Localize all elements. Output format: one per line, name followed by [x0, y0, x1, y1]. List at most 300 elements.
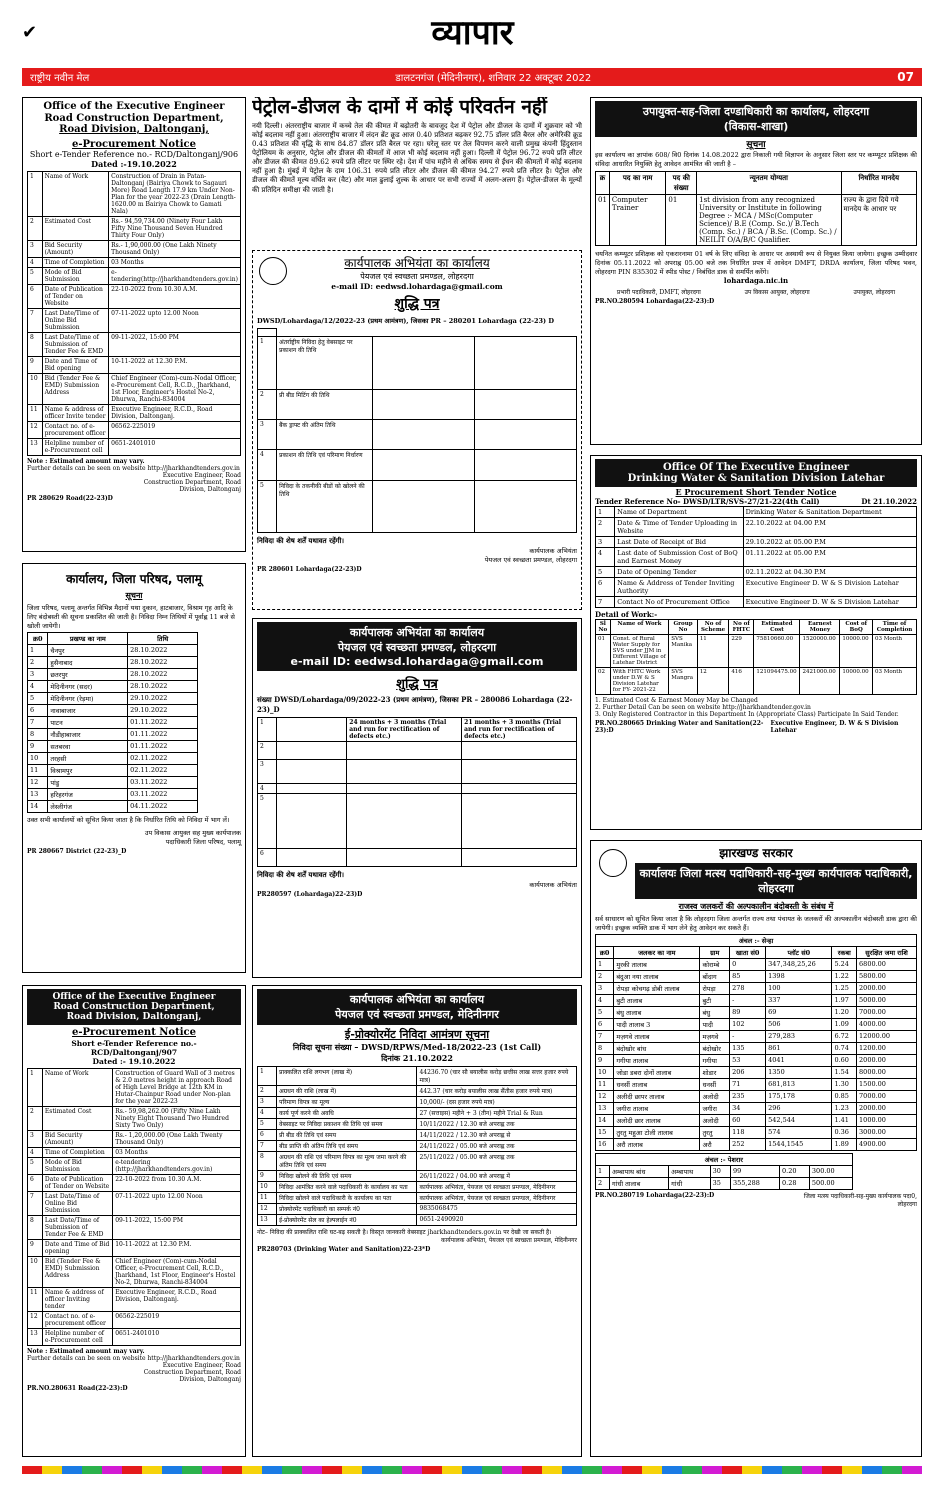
table-cell: Bid (Tender Fee & EMD) Submission Address [42, 374, 109, 405]
table-cell: 22-10-2022 from 10.30 A.M. [113, 1174, 241, 1191]
table-cell: 03 Months [113, 1147, 241, 1157]
table-cell: 6 [28, 705, 48, 717]
table-cell: 71 [730, 1079, 766, 1091]
table-cell: 8 [596, 1043, 614, 1055]
column-header: ग्राम [700, 947, 730, 959]
signer: कार्यपालक अभियंता, पेयजल एवं स्वच्छता प्रमण्डल, मेदिनीनगर [441, 1237, 577, 1244]
table-cell: 2 [28, 657, 48, 669]
table-cell: 5.24 [832, 959, 857, 971]
table-row [596, 1115, 917, 1127]
table-row [596, 635, 917, 668]
news-body: नयी दिल्ली। अंतरराष्ट्रीय बाजार में कच्चे तेल की कीमत में बढ़ोतरी के बावजूद देश में पेट्रोल और डीजल के दामों में शुक्रवार को भी कोई बदलाव नहीं हुआ। अंतरराष्ट्रीय बाजार में लंदन ब्रेंट क्रूड आज 0.40 प्रतिशत बढ़कर 92.75 डॉलर प्रति बैरल और अमेरिकी क्रूड 0.43 प्रतिशत की वृद्धि के साथ 84.87 डॉलर प्रति बैरल पर रहा। घरेलू स्तर पर तेल विपणन करने वाली प्रमुख कंपनी हिंदुस्तान पेट्रोलियम के अनुसार, पेट्रोल और डीजल की कीमतों में आज भी कोई बदलाव नहीं हुआ। दिल्ली में पेट्रोल 96.72 रुपये प्रति लीटर और डीजल की कीमत 89.62 रुपये प्रति लीटर पर स्थिर रहे। देश में पांच महीने से अधिक समय से ईंधन की कीमतों में कोई बदलाव नहीं हुआ है। मुंबई में पेट्रोल के दाम 106.31 रुपये प्रति लीटर और डीजल की कीमत 94.27 रुपये प्रति लीटर है। पेट्रोल और डीजल की कीमतें मूल्य वर्धित कर (वैट) और माल ढुलाई शुल्क के आधार पर सभी राज्यों में अलग-अलग हैं। पेट्रोल-डीजल के मूल्यों की प्रतिदिन समीक्षा की जाती है। [252, 121, 582, 194]
table-row [28, 693, 198, 705]
office-title: कार्यपालक अभियंता का कार्यालय [349, 626, 485, 639]
signer: Executive Engineer, Road Construction Department, Road Division, Daltonganj [143, 472, 241, 493]
table-cell: 3 [596, 537, 615, 548]
office-title: Office Of The Executive Engineer [662, 462, 850, 473]
table-cell: 11 [28, 765, 48, 777]
table-cell: 296 [766, 1103, 832, 1115]
table-cell: 2 [28, 217, 43, 241]
table-cell: 11 [258, 1193, 277, 1204]
table-cell: Bid (Tender Fee & EMD) Submission Address [42, 1256, 112, 1287]
table-cell: 44236.70 (चार सौ बयालीस करोड़ छत्तीस लाख सत्तर हजार रुपये मात्र) [417, 1067, 577, 1086]
table-cell: 9 [258, 1171, 277, 1182]
detail-heading: Detail of Work:- [595, 610, 658, 619]
table-cell: 1 [596, 507, 615, 518]
table-cell [474, 450, 576, 480]
notice-subject: राजस्व जलकरों की अल्पकालीन बंदोबस्ती के संबंध में [678, 901, 834, 911]
table-row [596, 971, 917, 983]
table-cell: 9835068475 [417, 1204, 577, 1215]
table-cell: 355,288 [731, 1178, 780, 1190]
table-cell: 26/11/2022 / 04.00 बजे अपराह्न में [417, 1171, 577, 1182]
table-cell: 2 [596, 518, 615, 537]
table-cell: Estimated Cost [42, 217, 109, 241]
table-cell: Date & Time of Tender Uploading in Website [615, 518, 743, 537]
table-cell: Name & Address of Tender Inviting Authority [615, 578, 743, 597]
table-cell: शोडार [700, 1067, 730, 1079]
column-header: प्रखण्ड का नाम [48, 633, 128, 645]
table-cell: 02.11.2022 [128, 753, 198, 765]
table-cell: 3 [258, 419, 277, 449]
table-cell: 0651-2401010 [113, 1328, 241, 1345]
table-cell: 4 [258, 1108, 277, 1119]
column-header: निर्धारित मानदेय [841, 172, 916, 195]
table-cell: 2 [596, 971, 614, 983]
table-cell: 34 [730, 1103, 766, 1115]
table-row [28, 374, 241, 405]
table-cell: With FHTC Work under D.W & S Division Latehar for FY- 2021-22 [610, 668, 668, 695]
table-cell [474, 419, 576, 449]
table-row [596, 1139, 917, 1151]
table-cell: रोपड़ा [700, 983, 730, 995]
table-cell: 7 [596, 1031, 614, 1043]
table-cell: 60 [730, 1115, 766, 1127]
column-header: पद की संख्या [666, 172, 697, 195]
website: lohardaga.nic.in [723, 276, 789, 285]
table-cell: 4900.00 [857, 1139, 917, 1151]
note: Note : Estimated amount may vary. [27, 458, 145, 465]
signer: Executive Engineer, Road Construction Department, Road Division, Daltonganj [143, 1361, 241, 1383]
table-cell: 4 [596, 995, 614, 1007]
table-row [28, 422, 241, 439]
table-cell: Last Date/Time of Online Bid Submission [42, 1191, 112, 1215]
table-cell: 10 [28, 1256, 43, 1287]
table-cell: 27 (सत्ताइस) महीने + 3 (तीन) महीने Trial & Run [417, 1108, 577, 1119]
table-cell: बंदोखोर बांध [614, 1043, 700, 1055]
table-cell [474, 480, 576, 532]
table-cell: तरहसी [48, 753, 128, 765]
notice-date: दिनांक 21.10.2022 [381, 1053, 453, 1063]
vacancy-table [595, 171, 917, 246]
table-cell: 5800.00 [857, 971, 917, 983]
table-cell: 135 [730, 1043, 766, 1055]
column-header: Earnest Money [800, 620, 840, 635]
table-row [258, 419, 577, 449]
division-title: Road Division, Daltonganj, [66, 1012, 202, 1022]
table-cell: 01 [666, 195, 697, 246]
table-row [28, 285, 241, 309]
table-cell: 10 [28, 753, 48, 765]
table-cell: बंधु तालाब [614, 1007, 700, 1019]
table-cell: कार्यपालक अभियंता, पेयजल एवं स्वच्छता प्रमण्डल, मेदिनीनगर [417, 1182, 577, 1193]
notice-intro: जिला परिषद, पलामू अन्तर्गत विभिन्न मैदानों यथा दुकान, हाटबाजार, विश्राम गृह आदि के लिए बंदोबस्ती की सूचना प्रकाशित की जाती है। निविदा निम्न तिथियों में पूर्वाह्न 11 बजे से खोली जायेगी। [27, 604, 235, 630]
pr-number: PR.NO.280631 Road(22-23):D [27, 1384, 128, 1392]
table-cell: 01.11.2022 at 05.00 P.M [743, 548, 916, 567]
branch-title: (विकास-शाखा) [723, 120, 789, 133]
table-cell: 14 [28, 801, 48, 813]
column-header: पद का नाम [609, 172, 665, 195]
table-cell: 29.10.2022 [128, 705, 198, 717]
table-row [28, 1174, 241, 1191]
office-title: Office of the Executive Engineer [43, 101, 225, 112]
table-row [258, 329, 577, 337]
table-row [28, 1068, 241, 1106]
table-cell: Mode of Bid Submission [42, 1157, 112, 1174]
tender-date: Dt 21.10.2022 [861, 497, 917, 506]
table-cell: 8 [258, 1152, 277, 1171]
table-cell: 29.10.2022 at 05.00 P.M [743, 537, 916, 548]
table-cell: बैंक ड्राफ्ट की अंतिम तिथि [277, 419, 373, 449]
table-cell: - [730, 1031, 766, 1043]
table-cell: 0.36 [832, 1127, 857, 1139]
column-header: खाता सं0 [730, 947, 766, 959]
table-row [258, 1171, 577, 1182]
table-cell: बीड प्राप्ति की अंतिम तिथि एवं समय [277, 1141, 417, 1152]
table-cell: 4 [28, 1147, 43, 1157]
signer-office: पेयजल एवं स्वच्छता प्रमण्डल, लोहरदगा [484, 556, 577, 564]
table-row [596, 1166, 853, 1178]
table-cell: 10 [28, 374, 43, 405]
department-title: Road Construction Department, [53, 1002, 215, 1012]
department-title: पेयजल एवं स्वच्छता प्रमण्डल, लोहरदगा [337, 641, 497, 654]
tender-table [27, 1068, 241, 1346]
table-cell: 2000.00 [857, 1103, 917, 1115]
table-cell: 3000.00 [857, 1127, 917, 1139]
table-cell: 4 [258, 450, 277, 480]
table-row [28, 1157, 241, 1174]
table-cell: निविदा खोलने की तिथि एवं समय [277, 1171, 417, 1182]
notice-header [27, 989, 241, 1025]
corrigendum-title: शुद्धि पत्र [394, 296, 440, 312]
table-cell: 5 [28, 1157, 43, 1174]
table-cell: 28.10.2022 [128, 657, 198, 669]
table-cell: 13 [28, 789, 48, 801]
table-cell: 4 [596, 548, 615, 567]
table-cell: 02 [596, 668, 611, 695]
table-row [596, 1127, 917, 1139]
notice-title: e-Procurement Notice [72, 1027, 196, 1038]
table-cell: 29.10.2022 [128, 693, 198, 705]
notice-header [257, 622, 577, 671]
tender-table [27, 171, 241, 456]
department-title: पेयजल एवं स्वच्छता प्रमण्डल, मेदिनीनगर [335, 1008, 499, 1021]
table-cell: हुसैनाबाद [48, 657, 128, 669]
notice-title: E Procurement Short Tender Notice [675, 487, 837, 497]
work-detail-table [595, 619, 917, 695]
table-cell: राज्य के द्वारा दिये गये मानदेय के आधार पर [841, 195, 916, 246]
table-cell: तुरतु [700, 1127, 730, 1139]
table-cell: गगीया तालाब [614, 1055, 700, 1067]
table-cell: विश्रामपुर [48, 765, 128, 777]
table-cell: बुटी [700, 995, 730, 1007]
table-cell: SVS Mangra [669, 668, 698, 695]
revised-period: 21 months + 3 months (Trial and run for rectification of defects etc.) [462, 718, 577, 742]
corrigendum-table: 1 24 months + 3 months (Trial and run for rectification of defects etc.) 21 months + 3 months (Trial and run for rectification of defects etc.) 2 3 4 5 6 [257, 717, 577, 867]
table-cell: 9 [28, 741, 48, 753]
table-cell: रोपड़ा कोचगढ़ डोबी तालाब [614, 983, 700, 995]
table-cell: 1.54 [832, 1067, 857, 1079]
table-cell: 13 [28, 439, 43, 456]
table-cell: जगीरा [700, 1103, 730, 1115]
table-row [596, 983, 917, 995]
table-row [258, 1193, 577, 1204]
table-cell: 542,544 [766, 1115, 832, 1127]
table-cell: प्री बीड की तिथि एवं समय [277, 1130, 417, 1141]
table-cell: 2421000.00 [800, 668, 840, 695]
table-row [28, 333, 241, 357]
table-cell: प्राक्कलित राशि लगभग (लाख में) [277, 1067, 417, 1086]
table-cell: बुटी तालाब [614, 995, 700, 1007]
table-cell: 4 [28, 681, 48, 693]
signer: कार्यपालक अभियंता [529, 547, 577, 555]
table-cell: नावाबाजार [48, 705, 128, 717]
table-row [258, 1182, 577, 1193]
table-cell: 0.85 [832, 1091, 857, 1103]
table-row [258, 1141, 577, 1152]
table-cell: गांधी तालाब [610, 1178, 669, 1190]
medininagar-e-procurement-notice [252, 985, 582, 1457]
table-cell: 6 [28, 1174, 43, 1191]
table-row [258, 1119, 577, 1130]
table-cell: 681,813 [766, 1079, 832, 1091]
table-cell [258, 329, 277, 337]
signer: प्रभारी पदाधिकारी, DMFT, लोहरदगा [616, 289, 701, 296]
table-cell: 1000.00 [857, 1115, 917, 1127]
tender-reference: Tender Reference No- DWSD/LTR/SVS-27/21-22(4th Call) [595, 497, 820, 506]
table-cell: 25/11/2022 / 05.00 बजे अपराह्न तक [417, 1152, 577, 1171]
reference-line [595, 497, 917, 506]
table-cell: 4 [28, 258, 43, 268]
circle-heading-2: अंचल :- पेशरार [596, 1154, 853, 1166]
table-row [596, 1055, 917, 1067]
table-cell: 8 [28, 729, 48, 741]
table-cell: 1520000.00 [800, 635, 840, 668]
table-cell: 9 [28, 357, 43, 374]
table-cell [474, 389, 576, 419]
table-cell: 229 [729, 635, 754, 668]
table-cell: 5 [596, 567, 615, 578]
table-cell: 02.11.2022 [128, 765, 198, 777]
table-cell: Construction of Guard Wall of 3 metres & 2.0 metres height in approach Road of High Level Bridge at 12th KM in Hutar-Chainpur Road under Non-plan for the year 2022-23 [113, 1068, 241, 1106]
signer: जिला मत्स्य पदाधिकारी-सह-मुख्य कार्यपालक पदा0, लोहरदगा [803, 1193, 917, 1208]
notice-header [257, 989, 577, 1025]
table-cell: 1.25 [832, 983, 857, 995]
table-row [596, 1178, 853, 1190]
tender-date: Dated :- 19.10.2022 [92, 1056, 176, 1066]
department-title: Road Construction Department, [44, 112, 224, 124]
table-cell: 506 [766, 1019, 832, 1031]
table-row [258, 1204, 577, 1215]
table-cell: 7 [28, 717, 48, 729]
table-cell: 01 [596, 635, 611, 668]
news-article [252, 97, 582, 242]
table-cell: Helpline number of e-Procurement cell [42, 439, 109, 456]
table-cell: अलोदी [700, 1091, 730, 1103]
column-header: क्र0 [28, 633, 48, 645]
table-cell: Drinking Water & Sanitation Department [743, 507, 916, 518]
table-row [28, 1239, 241, 1256]
note: Note : Estimated amount may vary. [27, 1347, 145, 1355]
website-note: Further details can be seen on website http://jharkhandtenders.gov.in [27, 1354, 240, 1362]
table-row [28, 309, 241, 333]
table-row [596, 1019, 917, 1031]
table-cell: मेदिनीनगर (सदर) [48, 681, 128, 693]
table-cell: मेदिनीनगर (रेड़मा) [48, 693, 128, 705]
office-title: कार्यपालक अभियंता का कार्यालय [344, 256, 490, 270]
news-headline: पेट्रोल-डीजल के दामों में कोई परिवर्तन नहीं [252, 97, 547, 118]
table-cell: 06562-225019 [113, 1311, 241, 1328]
table-cell: 12 [258, 1204, 277, 1215]
table-cell: 0 [730, 959, 766, 971]
table-cell [372, 389, 474, 419]
table-cell: 6 [596, 578, 615, 597]
notice-header [595, 101, 917, 137]
table-row [596, 518, 917, 537]
table-cell: 121094475.00 [754, 668, 800, 695]
table-row [258, 1130, 577, 1141]
table-cell: 02.11.2022 at 04.30 P.M [743, 567, 916, 578]
table-cell: 1 [28, 1068, 43, 1106]
table-row [258, 337, 577, 389]
table-cell: कार्यपालक अभियंता, पेयजल एवं स्वच्छता प्रमण्डल, मेदिनीनगर [417, 1193, 577, 1204]
table-cell: वेबसाइट पर निविदा प्रकाशन की तिथि एवं समय [277, 1119, 417, 1130]
pr-number: PR 280629 Road(22-23)D [27, 495, 113, 502]
table-row [596, 959, 917, 971]
table-cell: 5 [258, 480, 277, 532]
table-cell: 13 [28, 1328, 43, 1345]
table-cell: 09-11-2022, 15:00 PM [109, 333, 241, 357]
table-cell: निविदा खोलने वाले पदाधिकारी के कार्यालय का पता [277, 1193, 417, 1204]
table-cell: 69 [766, 1007, 832, 1019]
table-cell: बंधु [700, 1007, 730, 1019]
table-cell: 01.11.2022 [128, 729, 198, 741]
table-cell: e-tendering(http://jharkhandtenders.gov.in) [109, 268, 241, 285]
table-cell: 5 [28, 693, 48, 705]
column-header: Name of Work [610, 620, 668, 635]
table-cell: बंदोखोर [700, 1043, 730, 1055]
table-cell [372, 480, 474, 532]
table-cell: 118 [730, 1127, 766, 1139]
column-header: तिथि [128, 633, 198, 645]
table-cell: 6800.00 [857, 959, 917, 971]
dateline: डालटनगंज (मेदिनीनगर), शनिवार 22 अक्टूबर 2022 [395, 73, 592, 84]
table-row [596, 995, 917, 1007]
table-cell: 12 [697, 668, 729, 695]
pr-number: PR280597 (Lohardaga)22-23)D [257, 891, 363, 898]
table-cell: 8 [28, 333, 43, 357]
table-cell: Executive Engineer D. W & S Division Latehar [743, 578, 916, 597]
table-cell: जगीरा तालाब [614, 1103, 700, 1115]
table-cell: धनसीं [700, 1079, 730, 1091]
table-cell: 347,348,25,26 [766, 959, 832, 971]
table-cell: 1398 [766, 971, 832, 983]
table-cell: 0651-2401010 [109, 439, 241, 456]
table-row [258, 480, 577, 532]
table-cell: 7 [28, 1191, 43, 1215]
table-cell: Chief Engineer (Com)-cum-Nodal Officer, e-Procurement Cell, R.C.D., Jharkhand, 1st Floor, Engineer's Hostel No-2, Dhurwa, Ranchi-834004 [109, 374, 241, 405]
table-cell: 3 [258, 1097, 277, 1108]
emblem-icon [259, 257, 287, 285]
table-cell: पादी [700, 1019, 730, 1031]
table-cell: 12 [28, 422, 43, 439]
pr-number: PR.NO.280594 Lohardaga(22-23):D [595, 298, 715, 305]
table-row [258, 1097, 577, 1108]
column-header: जलकर का नाम [614, 947, 700, 959]
table-row [596, 597, 917, 608]
zila-note: उक्त सभी कार्यालयों को सूचित किया जाता है कि निर्धारित तिथि को निविदा में भाग लें। [27, 816, 230, 824]
table-row [258, 1067, 577, 1086]
table-cell: Const. of Rural Water Supply for SVS under JJM in Different Village of Latehar District [610, 635, 668, 668]
table-cell: 2000.00 [857, 1055, 917, 1067]
table-cell: 07-11-2022 upto 12.00 Noon [109, 309, 241, 333]
table-row [258, 1215, 577, 1226]
table-cell: पाटन [48, 717, 128, 729]
table-cell: लेस्लीगंज [48, 801, 128, 813]
table-row [28, 1147, 241, 1157]
table-cell: Construction of Drain in Patan-Daltonganj (Bairiya Chowk to Sagauri More) Road Length 17.9 km Under Non-Plan for the year 2022-23 (Drain Length-1620.00 m Bairiya Chowk to Gamati Nala) [109, 172, 241, 217]
table-cell: 28.10.2022 [128, 681, 198, 693]
table-row [596, 668, 917, 695]
table-cell: 10-11-2022 at 12.30 P.M. [113, 1239, 241, 1256]
table-row [258, 389, 577, 419]
table-cell: Executive Engineer, R.C.D., Road Division, Daltonganj. [113, 1287, 241, 1311]
table-cell: अलोदी [700, 1115, 730, 1127]
table-cell: 1200.00 [857, 1043, 917, 1055]
table-cell: 53 [730, 1055, 766, 1067]
table-cell: 03 Month [873, 635, 917, 668]
table-cell: धनसीं तालाब [614, 1079, 700, 1091]
table-row [28, 172, 241, 217]
table-cell: Date and Time of Bid opening [42, 357, 109, 374]
signer: उप विकास आयुक्त, लोहरदगा [744, 289, 810, 296]
table-cell: 01.11.2022 [128, 741, 198, 753]
table-cell: 22.10.2022 at 04.00 P.M [743, 518, 916, 537]
table-cell: 10000.00 [840, 668, 873, 695]
table-cell: 35 [710, 1178, 730, 1190]
table-cell: 15 [596, 1127, 614, 1139]
table-cell: 12 [28, 777, 48, 789]
table-cell: Executive Engineer, R.C.D., Road Division, Daltonganj. [109, 405, 241, 422]
table-cell: ई-प्रोक्योरमेंट सेल का हेल्पलाईन नं0 [277, 1215, 417, 1226]
table-cell: 300.00 [809, 1166, 852, 1178]
table-cell: 1.23 [832, 1103, 857, 1115]
table-cell: 4041 [766, 1055, 832, 1067]
table-row [28, 217, 241, 241]
table-cell: 12000.00 [857, 1031, 917, 1043]
column-header: क्र [596, 172, 610, 195]
table-cell: मज़गवे [700, 1031, 730, 1043]
table-cell: 7000.00 [857, 1091, 917, 1103]
table-row [28, 1191, 241, 1215]
corrigendum-title: शुद्धि पत्र [396, 677, 438, 692]
table-cell: 8000.00 [857, 1067, 917, 1079]
table-row [28, 801, 198, 813]
color-strip [22, 1466, 922, 1474]
table-cell: 11 [697, 635, 729, 668]
table-cell: 6.72 [832, 1031, 857, 1043]
table-cell: 3 [28, 1130, 43, 1147]
